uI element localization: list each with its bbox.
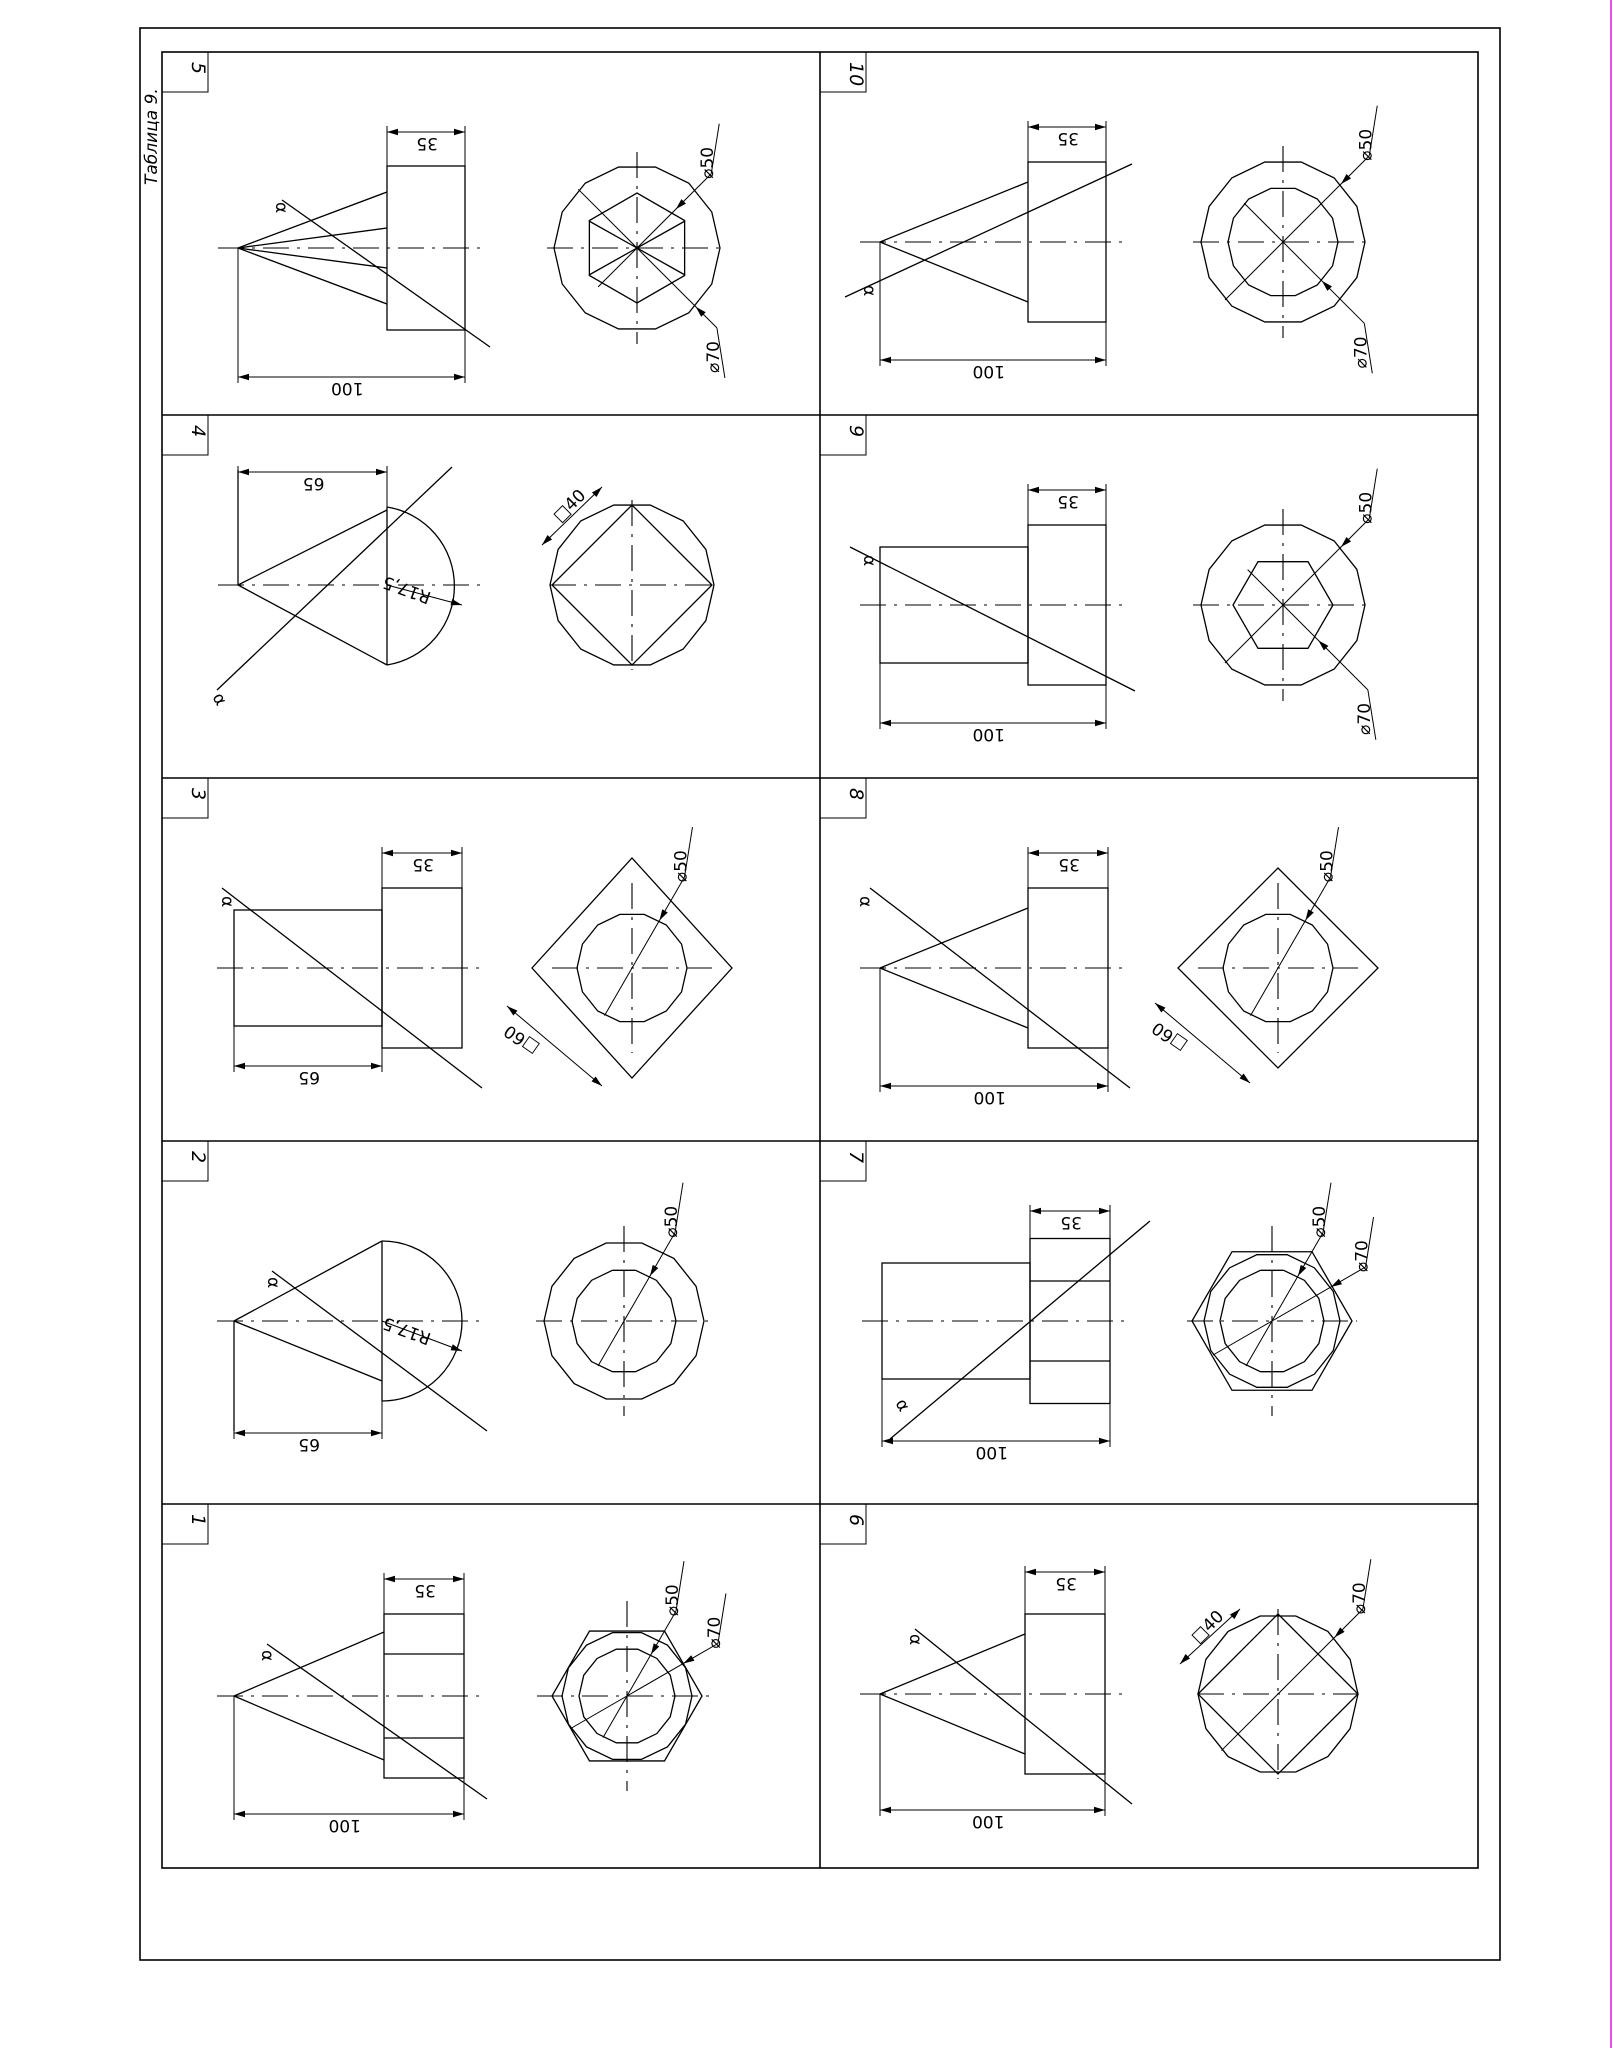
dimension-arrow — [451, 1344, 462, 1351]
dimension-arrow — [880, 1807, 891, 1813]
dimension-arrow — [1095, 357, 1106, 363]
cone-generator — [238, 228, 387, 248]
cone-generator — [238, 510, 387, 585]
dimension-arrow — [882, 1438, 893, 1444]
dimension-label: 100 — [972, 1811, 1005, 1831]
table-caption: Таблица 9. — [142, 88, 162, 185]
dimension-label: ⌀70 — [1352, 1240, 1373, 1272]
dimension-label: 100 — [328, 1815, 361, 1835]
alpha-label: α — [890, 1395, 914, 1416]
leader-line — [598, 1233, 675, 1366]
dimension-label: ⌀70 — [1351, 336, 1372, 369]
variant-cell-2 — [162, 1141, 712, 1454]
cutting-plane — [890, 1221, 1150, 1439]
dimension-label: ⌀70 — [704, 1616, 725, 1649]
dimension-label: 35 — [1057, 128, 1079, 148]
dimension-label: 35 — [1057, 491, 1079, 511]
variant-number: 9 — [845, 425, 867, 438]
dimension-label: ⌀50 — [662, 1205, 682, 1238]
dimension-arrow — [651, 1643, 659, 1654]
dimension-arrow — [376, 469, 387, 475]
dimension-label: ⌀50 — [1356, 128, 1377, 161]
leader-line — [1213, 1267, 1365, 1355]
dimension-arrow — [1099, 1438, 1110, 1444]
leader-line — [1248, 570, 1368, 690]
cutting-plane — [272, 1271, 487, 1431]
dimension-label: ⌀50 — [1356, 491, 1377, 524]
variant-cell-7 — [820, 1141, 1374, 1462]
dimension-arrow — [453, 1811, 464, 1817]
dimension-label: ⌀50 — [671, 850, 692, 883]
variant-number: 5 — [187, 62, 209, 75]
cone-generator — [880, 1634, 1025, 1694]
dimension-arrow — [1028, 850, 1039, 856]
dimension-label: □40 — [1187, 1606, 1229, 1648]
dimension-arrow — [234, 1430, 245, 1436]
dimension-arrow — [1028, 124, 1039, 130]
radius-label: R17,5 — [380, 571, 434, 608]
dimension-label: 35 — [1058, 854, 1080, 874]
cone-generator — [238, 192, 387, 248]
alpha-label: α — [207, 689, 231, 710]
page-edge-marker — [1610, 0, 1612, 2048]
dimension-arrow — [1306, 909, 1314, 920]
dimension-label: 65 — [298, 1067, 320, 1087]
variant-number: 3 — [187, 788, 209, 801]
radius-label: R17,5 — [380, 1312, 434, 1349]
dimension-arrow — [1025, 1569, 1036, 1575]
cone-generator — [234, 1321, 382, 1381]
dimension-label: 100 — [973, 1087, 1006, 1107]
dimension-arrow — [660, 909, 668, 920]
dimension-arrow — [234, 1811, 245, 1817]
alpha-label: α — [859, 555, 879, 567]
dimension-label: ⌀50 — [698, 146, 719, 179]
dimension-arrow — [371, 1063, 382, 1069]
alpha-label: α — [905, 1634, 925, 1646]
dimension-label: ⌀50 — [1317, 850, 1338, 883]
cutting-plane — [267, 1644, 487, 1799]
dimension-label: ⌀70 — [1354, 702, 1375, 735]
dimension-arrow — [1030, 1208, 1041, 1214]
cutting-plane — [850, 547, 1135, 691]
variant-number: 1 — [187, 1514, 209, 1527]
dimension-label: 35 — [412, 854, 434, 874]
alpha-label: α — [271, 202, 291, 214]
dimension-arrow — [880, 1083, 891, 1089]
dimension-arrow — [1095, 720, 1106, 726]
dimension-arrow — [451, 599, 462, 605]
cutting-plane — [915, 1629, 1132, 1804]
variant-number: 8 — [845, 788, 867, 801]
cutting-plane — [845, 164, 1132, 297]
cone-generator — [234, 1696, 384, 1760]
leader-line — [1251, 877, 1331, 1016]
variant-number: 7 — [845, 1151, 867, 1164]
dimension-label: 100 — [972, 361, 1005, 381]
variant-number: 2 — [187, 1151, 209, 1164]
alpha-label: α — [217, 896, 237, 908]
alpha-label: α — [257, 1650, 277, 1662]
variant-cell-10 — [820, 52, 1377, 381]
variant-cell-1 — [162, 1504, 726, 1835]
dimension-arrow — [650, 1265, 658, 1276]
dimension-label: 100 — [331, 378, 364, 398]
cone-generator — [238, 248, 387, 304]
dimension-arrow — [1180, 1654, 1190, 1664]
dimension-label: ⌀70 — [1349, 1582, 1370, 1615]
dimension-arrow — [1097, 1083, 1108, 1089]
dimension-label: ⌀70 — [703, 341, 724, 373]
variant-cell-9 — [820, 415, 1377, 744]
cutting-plane — [870, 888, 1130, 1088]
dimension-arrow — [1094, 1569, 1105, 1575]
dimension-label: □60 — [500, 1020, 543, 1059]
dimension-arrow — [1028, 487, 1039, 493]
dimension-arrow — [1095, 124, 1106, 130]
cone-generator — [880, 968, 1028, 1028]
dimension-label: ⌀50 — [663, 1584, 683, 1617]
cone-generator — [880, 908, 1028, 968]
cone-generator — [238, 585, 387, 665]
dimension-label: 35 — [1055, 1573, 1077, 1593]
leader-line — [605, 877, 685, 1016]
variant-cell-8 — [820, 778, 1378, 1107]
dimension-label: 65 — [298, 1434, 320, 1454]
dimension-arrow — [1298, 1265, 1306, 1276]
variant-cell-3 — [162, 778, 732, 1088]
dimension-label: 35 — [1060, 1212, 1082, 1232]
dimension-arrow — [384, 1576, 395, 1582]
variant-number: 6 — [845, 1514, 867, 1527]
dimension-arrow — [1095, 487, 1106, 493]
dimension-label: 65 — [302, 473, 325, 493]
cone-generator — [880, 182, 1028, 242]
dimension-arrow — [454, 129, 465, 135]
variant-number: 4 — [187, 425, 209, 438]
leader-line — [1246, 1233, 1323, 1366]
dimension-label: □40 — [549, 485, 591, 527]
dimension-arrow — [453, 1576, 464, 1582]
dimension-label: ⌀50 — [1310, 1205, 1330, 1238]
dimension-arrow — [880, 357, 891, 363]
dimension-arrow — [683, 1655, 694, 1663]
dimension-arrow — [1099, 1208, 1110, 1214]
dimension-arrow — [880, 720, 891, 726]
variant-cell-6 — [820, 1504, 1371, 1831]
dimension-arrow — [371, 1430, 382, 1436]
dimension-arrow — [1097, 850, 1108, 856]
leader-line — [598, 174, 711, 287]
alpha-label: α — [855, 896, 875, 908]
dimension-arrow — [238, 374, 249, 380]
cone-generator — [234, 1241, 382, 1321]
cutting-plane — [222, 888, 482, 1088]
dimension-arrow — [234, 1063, 245, 1069]
dimension-arrow — [454, 374, 465, 380]
dimension-arrow — [451, 850, 462, 856]
dimension-arrow — [1094, 1807, 1105, 1813]
dimension-label: 100 — [975, 1442, 1008, 1462]
cone-generator — [880, 242, 1028, 302]
dimension-label: 35 — [416, 133, 438, 153]
cutting-plane — [282, 200, 490, 347]
dimension-arrow — [387, 129, 398, 135]
cone-generator — [880, 1694, 1025, 1754]
alpha-label: α — [263, 1277, 283, 1289]
dimension-arrow — [1230, 1609, 1240, 1619]
cone-generator — [234, 1632, 384, 1696]
variant-cell-5 — [162, 52, 727, 398]
dimension-arrow — [1331, 1279, 1342, 1287]
alpha-label: α — [859, 285, 879, 297]
variant-cell-4 — [162, 415, 714, 709]
dimension-arrow — [382, 850, 393, 856]
dimension-label: 35 — [414, 1580, 436, 1600]
variant-number: 10 — [845, 62, 867, 87]
dimension-label: 100 — [972, 724, 1005, 744]
dimension-label: □60 — [1148, 1017, 1191, 1056]
dimension-arrow — [238, 469, 249, 475]
